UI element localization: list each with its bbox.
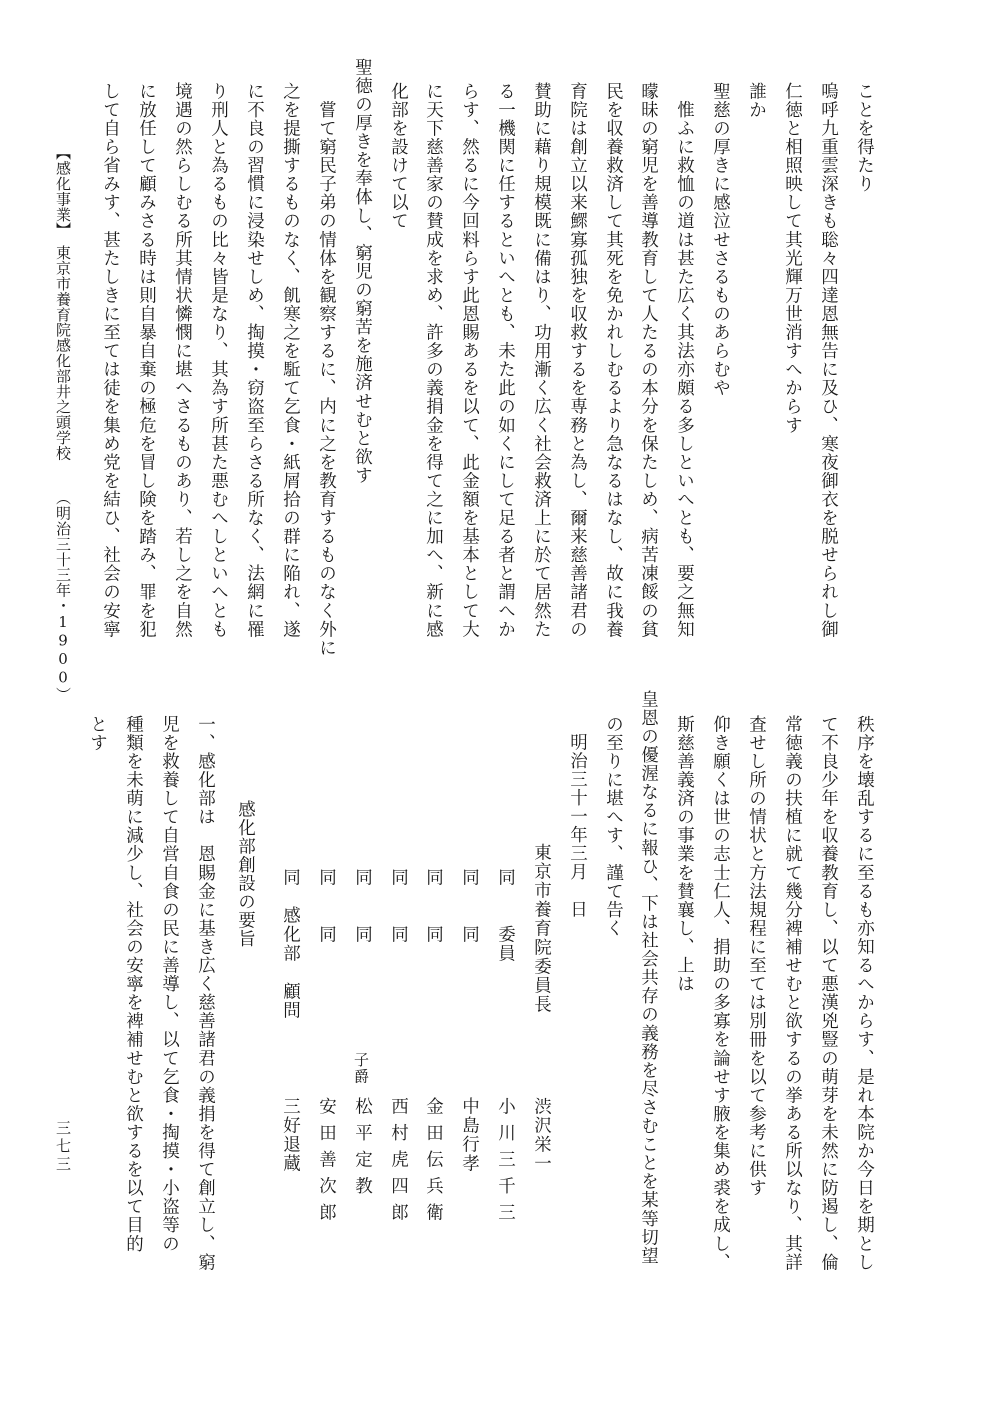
page-number: 三七三 bbox=[54, 1120, 72, 1174]
footer-source: 東京市養育院感化部井之頭学校 bbox=[54, 245, 72, 461]
text-column: 聖徳の厚きを奉体し、窮児の窮苦を施済せむと欲す bbox=[352, 58, 373, 485]
signatory-title: 同 同 bbox=[459, 868, 480, 944]
signatory-title: 東京市養育院委員長 bbox=[531, 843, 552, 1014]
signatory-title: 同 委員 bbox=[495, 868, 516, 963]
text-column: 惟ふに救恤の道は甚た広く其法亦頗る多しといへとも、要之無知 bbox=[674, 82, 695, 639]
signatory-title: 同 同 bbox=[388, 868, 409, 944]
text-column: 仁徳と相照映して其光輝万世消すへからす bbox=[782, 82, 803, 435]
signatory-name: 小川三千三 bbox=[495, 1097, 516, 1230]
text-column: 斯慈善義済の事業を賛襄し、上は bbox=[674, 715, 695, 994]
text-column: る一機関に任するといへとも、未た此の如くにして足る者と謂へか bbox=[495, 82, 516, 639]
section-heading: 感化部創設の要旨 bbox=[235, 800, 256, 949]
signatory-title: 同 同 bbox=[316, 868, 337, 944]
text-column: 皇恩の優渥なるに報ひ、下は社会共存の義務を尽さむことを某等切望 bbox=[638, 690, 659, 1266]
text-column: に放任して顧みさる時は則自暴自棄の極危を冒し険を踏み、罪を犯 bbox=[136, 82, 157, 639]
text-column: らす、然るに今回料らす此恩賜あるを以て、此金額を基本として大 bbox=[459, 82, 480, 639]
footer-label: 【感化事業】 bbox=[54, 145, 72, 238]
signatory-title: 同 感化部 顧問 bbox=[280, 868, 301, 1020]
signatory-name: 西村虎四郎 bbox=[388, 1097, 409, 1230]
text-column: 境遇の然らしむる所其情状憐憫に堪へさるものあり、若し之を自然 bbox=[172, 82, 193, 639]
signatory-name: 中島行孝 bbox=[459, 1097, 480, 1173]
text-column: 児を救養して自営自食の民に善導し、以て乞食・掏摸・小盗等の bbox=[159, 715, 180, 1253]
text-column: 嗚呼九重雲深きも聡々四達恩無告に及ひ、寒夜御衣を脱せられし御 bbox=[818, 82, 839, 639]
text-column: 査せし所の情状と方法規程に至ては別冊を以て参考に供す bbox=[746, 715, 767, 1198]
text-column: 誰か bbox=[746, 82, 767, 120]
text-column: 民を収養救済して其死を免かれしむるより急なるはなし、故に我養 bbox=[603, 82, 624, 639]
text-column: 秩序を壊乱するに至るも亦知るへからす、是れ本院か今日を期とし bbox=[854, 715, 875, 1272]
text-column: の至りに堪へす、謹て告く bbox=[603, 715, 624, 938]
text-column: して自ら省みす、甚たしきに至ては徒を集め党を結ひ、社会の安寧 bbox=[100, 82, 121, 639]
text-column: 常徳義の扶植に就て幾分裨補せむと欲するの挙ある所以なり、其詳 bbox=[782, 715, 803, 1272]
text-column: 仰き願くは世の志士仁人、捐助の多寡を論せす腋を集め裘を成し、 bbox=[710, 715, 731, 1272]
text-column: 曚昧の窮児を善導教育して人たるの本分を保たしめ、病苦凍餒の貧 bbox=[638, 82, 659, 639]
signatory-name: 金田伝兵衛 bbox=[423, 1097, 444, 1230]
text-column: とす bbox=[87, 715, 108, 753]
text-column: 賛助に藉り規模既に備はり、功用漸く広く社会救済上に於て居然た bbox=[531, 82, 552, 639]
text-column: 化部を設けて以て bbox=[388, 82, 409, 231]
document-date: 明治三十一年三月 日 bbox=[567, 733, 588, 919]
signatory-name: 松平定教 bbox=[352, 1097, 373, 1203]
footer-year: （明治三十三年・1900） bbox=[54, 490, 72, 703]
text-column: 一、感化部は 恩賜金に基き広く慈善諸君の義捐を得て創立し、窮 bbox=[195, 715, 216, 1272]
text-column: に天下慈善家の賛成を求め、許多の義捐金を得て之に加へ、新に感 bbox=[423, 82, 444, 639]
text-column: 之を提撕するものなく、飢寒之を駈て乞食・紙屑拾の群に陥れ、遂 bbox=[280, 82, 301, 639]
signatory-title: 同 同 bbox=[423, 868, 444, 944]
text-column: 育院は創立以来鰥寡孤独を収救するを専務と為し、爾来慈善諸君の bbox=[567, 82, 588, 639]
text-column: て不良少年を収養教育し、以て悪漢兇豎の萌芽を未然に防遏し、倫 bbox=[818, 715, 839, 1272]
text-column: 嘗て窮民子弟の情体を観察するに、内に之を教育するものなく外に bbox=[316, 82, 337, 658]
signatory-name: 渋沢栄一 bbox=[531, 1097, 552, 1173]
text-column: ことを得たり bbox=[854, 82, 875, 194]
text-column: 聖慈の厚きに感泣せさるものあらむや bbox=[710, 82, 731, 398]
signatory-title: 同 同 bbox=[352, 868, 373, 944]
signatory-name: 三好退蔵 bbox=[280, 1097, 301, 1173]
signatory-peerage: 子爵 bbox=[352, 1052, 370, 1085]
text-column: り刑人と為るもの比々皆是なり、其為す所甚た悪むへしといへとも bbox=[208, 82, 229, 639]
signatory-name: 安田善次郎 bbox=[316, 1097, 337, 1230]
text-column: 種類を未萌に減少し、社会の安寧を裨補せむと欲するを以て目的 bbox=[123, 715, 144, 1253]
text-column: に不良の習慣に浸染せしめ、掏摸・窃盗至らさる所なく、法網に罹 bbox=[244, 82, 265, 639]
